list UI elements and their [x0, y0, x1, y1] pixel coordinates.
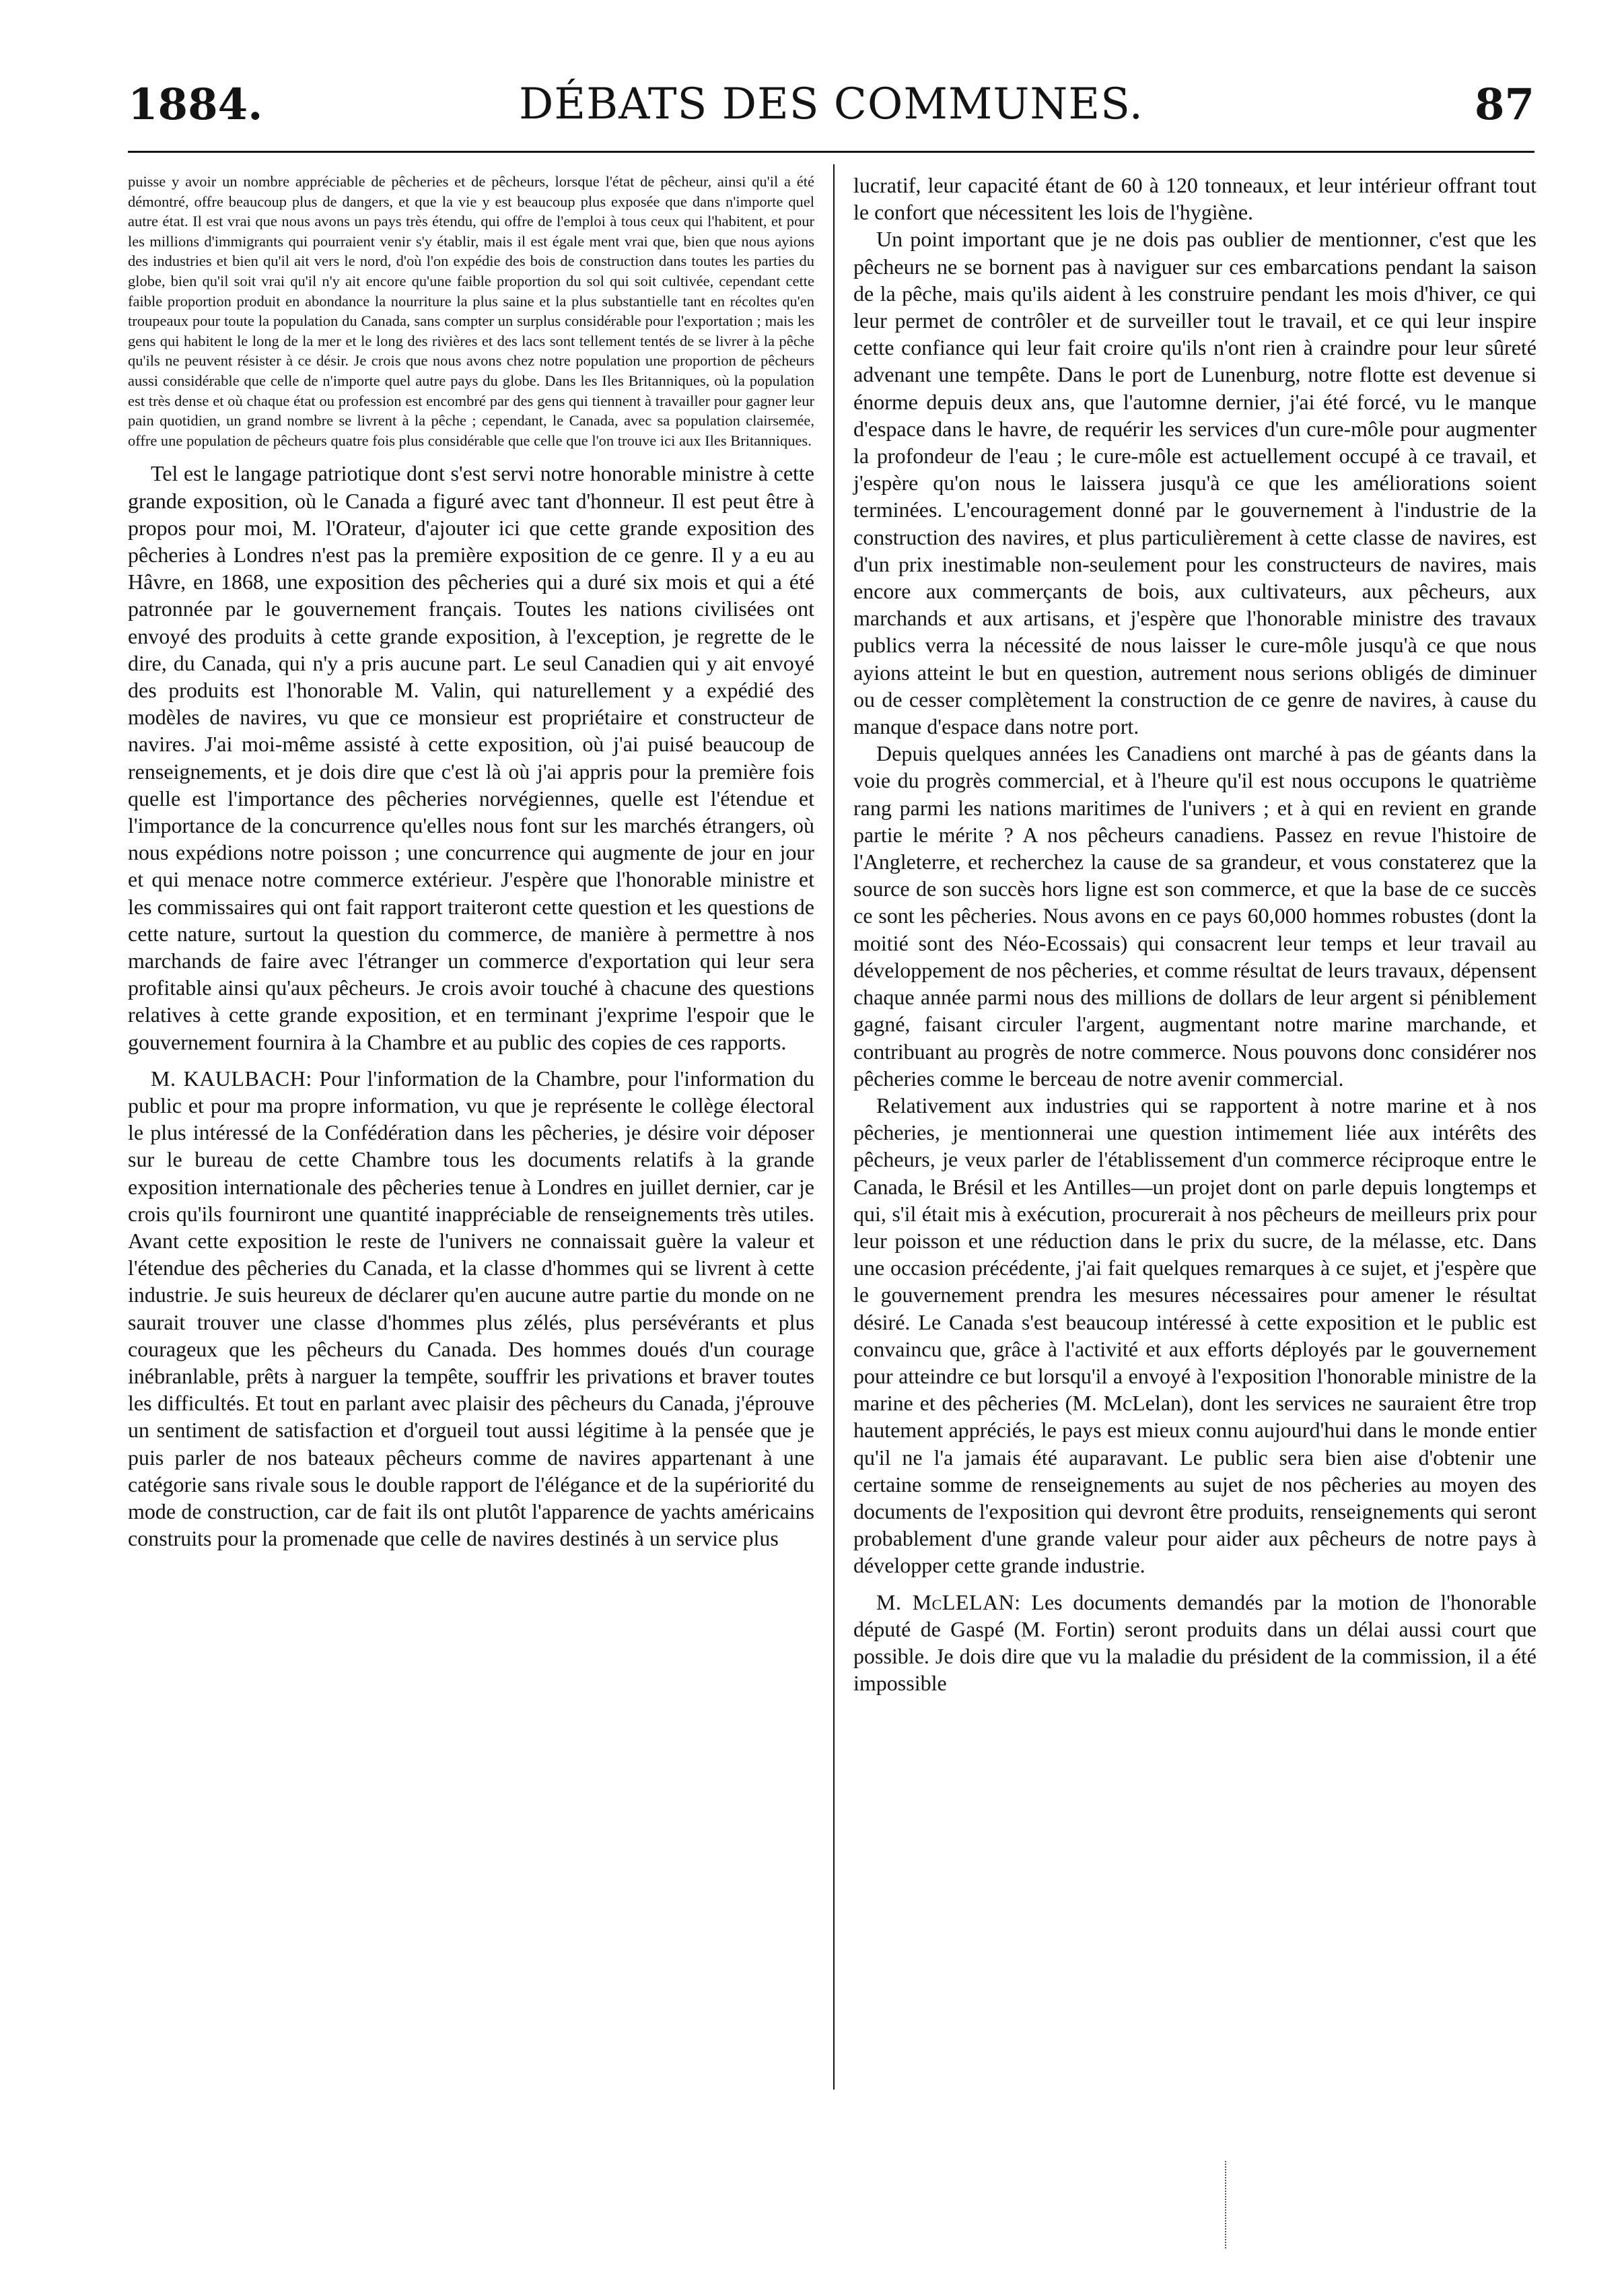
- speech-text: Les documents demandés par la motion de l'honorable député de Gaspé (M. Fortin) seront produits dans un délai aussi court que possible. Je dois dire que vu la maladie du président de la commission, il a été impossible: [853, 1589, 1537, 1696]
- paragraph: Un point important que je ne dois pas oublier de mentionner, c'est que les pêcheurs ne se bornent pas à naviguer sur ces embarcations pendant la saison de la pêche, mais qu'ils aident à les construire pendant les mois d'hiver, ce qui leur permet de contrôler et de surveiller tout le travail, et ce qui leur inspire cette confiance qui leur fait croire qu'ils n'ont rien à craindre pour leur sûreté advenant une tempête. Dans le port de Lunenburg, notre flotte est devenue si énorme depuis deux ans, que l'automne dernier, j'ai été forcé, vu le manque d'espace dans le havre, de requérir les services d'un cure-môle pour augmenter la profondeur de l'eau ; le cure-môle est actuellement occupé à ce travail, et j'espère qu'on nous le laissera jusqu'à ce que les améliorations soient terminées. L'encouragement donné par le gouvernement à l'industrie de la construction des navires, et plus particulièrement à cette classe de navires, est d'un prix inestimable non-seulement pour les constructeurs de navires, mais encore aux commerçants de bois, aux cultivateurs, aux pêcheurs, aux marchands et aux artisans, et j'espère que l'honorable ministre des travaux publics verra la nécessité de nous laisser le cure-môle jusqu'à ce que nous ayions atteint le but en question, autrement nous serions obligés de diminuer ou de cesser complètement la construction de ce genre de navires, à cause du manque d'espace dans notre port.: [853, 227, 1537, 739]
- speech-kaulbach: [128, 1065, 814, 1552]
- header-title: DÉBATS DES COMMUNES.: [519, 79, 1143, 129]
- paragraph: lucratif, leur capacité étant de 60 à 120 tonneaux, et leur intérieur offrant tout le confort que nécessitent les lois de l'hygiène.: [853, 173, 1537, 225]
- speaker-name: M. McLELAN:: [876, 1589, 1021, 1614]
- page-number: 87: [1474, 79, 1534, 130]
- header-rule: [128, 151, 1534, 153]
- paragraph: Depuis quelques années les Canadiens ont marché à pas de géants dans la voie du progrès commercial, et à l'heure qu'il est nous occupons le quatrième rang parmi les nations maritimes de l'univers ; et à qui en revient en grande partie le mérite ? A nos pêcheurs canadiens. Passez en revue l'histoire de l'Angleterre, et recherchez la cause de sa grandeur, et vous constaterez que la source de son succès hors ligne est son commerce, et que la base de ce succès ce sont les pêcheries. Nous avons en ce pays 60,000 hommes robustes (dont la moitié sont des Néo-Ecossais) qui consacrent leur temps et leur travail au développement de nos pêcheries, et comme résultat de leurs travaux, dépensent chaque année parmi nous des millions de dollars de leur argent si péniblement gagné, faisant circuler l'argent, augmentant notre marine marchande, et contribuant au progrès de notre commerce. Nous pouvons donc considérer nos pêcheries comme le berceau de notre avenir commercial.: [853, 741, 1537, 1091]
- paragraph: Tel est le langage patriotique dont s'est servi notre honorable ministre à cette grande exposition, où le Canada a figuré avec tant d'honneur. Il est peut être à propos pour moi, M. l'Orateur, d'ajouter ici que cette grande exposition des pêcheries à Londres n'est pas la première exposition de ce genre. Il y a eu au Hâvre, en 1868, une exposition des pêcheries qui a duré six mois et qui a été patronnée par le gouvernement français. Toutes les nations civilisées ont envoyé des produits à cette grande exposition, à l'exception, je regrette de le dire, du Canada, qui n'y a pris aucune part. Le seul Canadien qui y ait envoyé des produits est l'honorable M. Valin, qui naturellement y a expédié des modèles de navires, vu que ce monsieur est propriétaire et constructeur de navires. J'ai moi-même assisté à cette exposition, où j'ai puisé beaucoup de renseignements, et je dois dire que c'est là où j'ai appris pour la première fois quelle est l'importance des pêcheries norvégiennes, quelle est l'étendue et l'importance de la concurrence qu'elles nous font sur les marchés étrangers, où nous expédions notre poisson ; une concurrence qui augmente de jour en jour et qui menace notre commerce extérieur. J'espère que l'honorable ministre et les commissaires qui ont fait rapport traiteront cette question et les questions de cette nature, surtout la question du commerce, de manière à permettre à nos marchands de faire avec l'étranger un commerce d'exportation qui leur sera profitable ainsi qu'aux pêcheurs. Je crois avoir touché à chacune des questions relatives à cette grande exposition, et en terminant j'exprime l'espoir que le gouvernement fournira à la Chambre et au public des copies de ces rapports.: [128, 461, 814, 1054]
- left-column: [128, 172, 814, 1552]
- paper-crease-mark: [1225, 2161, 1226, 2248]
- header-year: 1884.: [128, 79, 263, 130]
- page-header: [128, 79, 1534, 147]
- paragraph: Relativement aux industries qui se rapportent à notre marine et à nos pêcheries, je mentionnerai une question intimement liée aux intérêts des pêcheurs, je veux parler de l'établissement d'un commerce réciproque entre le Canada, le Brésil et les Antilles—un projet dont on parle depuis longtemps et qui, s'il était mis à exécution, procurerait à nos pêcheurs de meilleurs prix pour leur poisson et une réduction dans le prix du sucre, de la mélasse, etc. Dans une occasion précédente, j'ai fait quelques remarques à ce sujet, et j'espère que le gouvernement prendra les mesures nécessaires pour amener le résultat désiré. Le Canada s'est beaucoup intéressé à cette exposition et le public est convaincu que, grâce à l'activité et aux efforts déployés par le gouvernement pour atteindre ce but lorsqu'il a envoyé à l'exposition l'honorable ministre de la marine et des pêcheries (M. McLelan), dont les services ne sauraient être trop hautement appréciés, le pays est mieux connu aujourd'hui dans le monde entier qu'il ne l'a jamais été auparavant. Le public sera bien aise d'obtenir une certaine somme de renseignements au sujet de nos pêcheries au moyen des documents de l'exposition qui devront être produits, renseignements qui seront probablement d'une grande valeur pour aider aux pêcheurs de notre pays à développer cette grande industrie.: [853, 1093, 1537, 1578]
- quoted-passage: puisse y avoir un nombre appréciable de pêcheries et de pêcheurs, lorsque l'état de pêcheur, ainsi qu'il a été démontré, offre beaucoup plus de dangers, et que la vie y est beaucoup plus exposée que dans n'importe quel autre état. Il est vrai que nous avons un pays très étendu, qui offre de l'emploi à tous ceux qui l'habitent, et pour les millions d'immigrants qui pourraient venir s'y établir, mais il est égale ment vrai que, bien que nous ayions des industries et bien qu'il ait vers le nord, d'où l'on expédie des bois de construction dans toutes les parties du globe, bien qu'il soit vrai qu'il n'y ait encore qu'une faible proportion du sol qui soit cultivée, cependant cette faible proportion produit en abondance la nourriture la plus saine et la plus substantielle tant en récoltes qu'en troupeaux pour toute la population du Canada, sans compter un surplus considérable pour l'exportation ; mais les gens qui habitent le long de la mer et le long des rivières et des lacs sont tellement tentés de se livrer à la pêche qu'ils ne peuvent résister à ce désir. Je crois que nous avons chez notre population une proportion de pêcheurs aussi considérable que celle de n'importe quel autre pays du globe. Dans les Iles Britanniques, où la population est très dense et où chaque état ou profession est encombré par des gens qui tiennent à travailler pour gagner leur pain quotidien, un grand nombre se livrent à la pêche ; cependant, le Canada, avec sa population clairsemée, offre une population de pêcheurs quatre fois plus considérable que celle que l'on trouve ici aux Iles Britanniques.: [128, 173, 814, 449]
- speaker-name: M. KAULBACH:: [151, 1066, 312, 1091]
- right-column: [853, 172, 1537, 1696]
- speech-mclelan: [853, 1589, 1537, 1697]
- column-divider: [833, 164, 835, 2090]
- speech-text: Pour l'information de la Chambre, pour l'information du public et pour ma propre information, vu que je représente le collège électoral le plus intéressé de la Confédération dans les pêcheries, je désire voir déposer sur le bureau de cette Chambre tous les documents relatifs à la grande exposition internationale des pêcheries tenue à Londres en juillet dernier, car je crois qu'ils fourniront une quantité inappréciable de renseignements très utiles. Avant cette exposition le reste de l'univers ne connaissait guère la valeur et l'étendue des pêcheries du Canada, et la classe d'hommes qui se livrent à cette industrie. Je suis heureux de déclarer qu'en aucune autre partie du monde on ne saurait trouver une classe d'hommes plus zélés, plus persévérants et plus courageux que les pêcheurs du Canada. Des hommes doués d'un courage inébranlable, prêts à narguer la tempête, souffrir les privations et braver toutes les difficultés. Et tout en parlant avec plaisir des pêcheurs du Canada, j'éprouve un sentiment de satisfaction et d'orgueil tout aussi légitime à la pensée que je puis parler de nos bateaux pêcheurs comme de navires appartenant à une catégorie sans rivale sous le double rapport de l'élégance et de la supériorité du mode de construction, car de fait ils ont plutôt l'apparence de yachts américains construits pour la promenade que celle de navires destinés à un service plus: [128, 1066, 815, 1551]
